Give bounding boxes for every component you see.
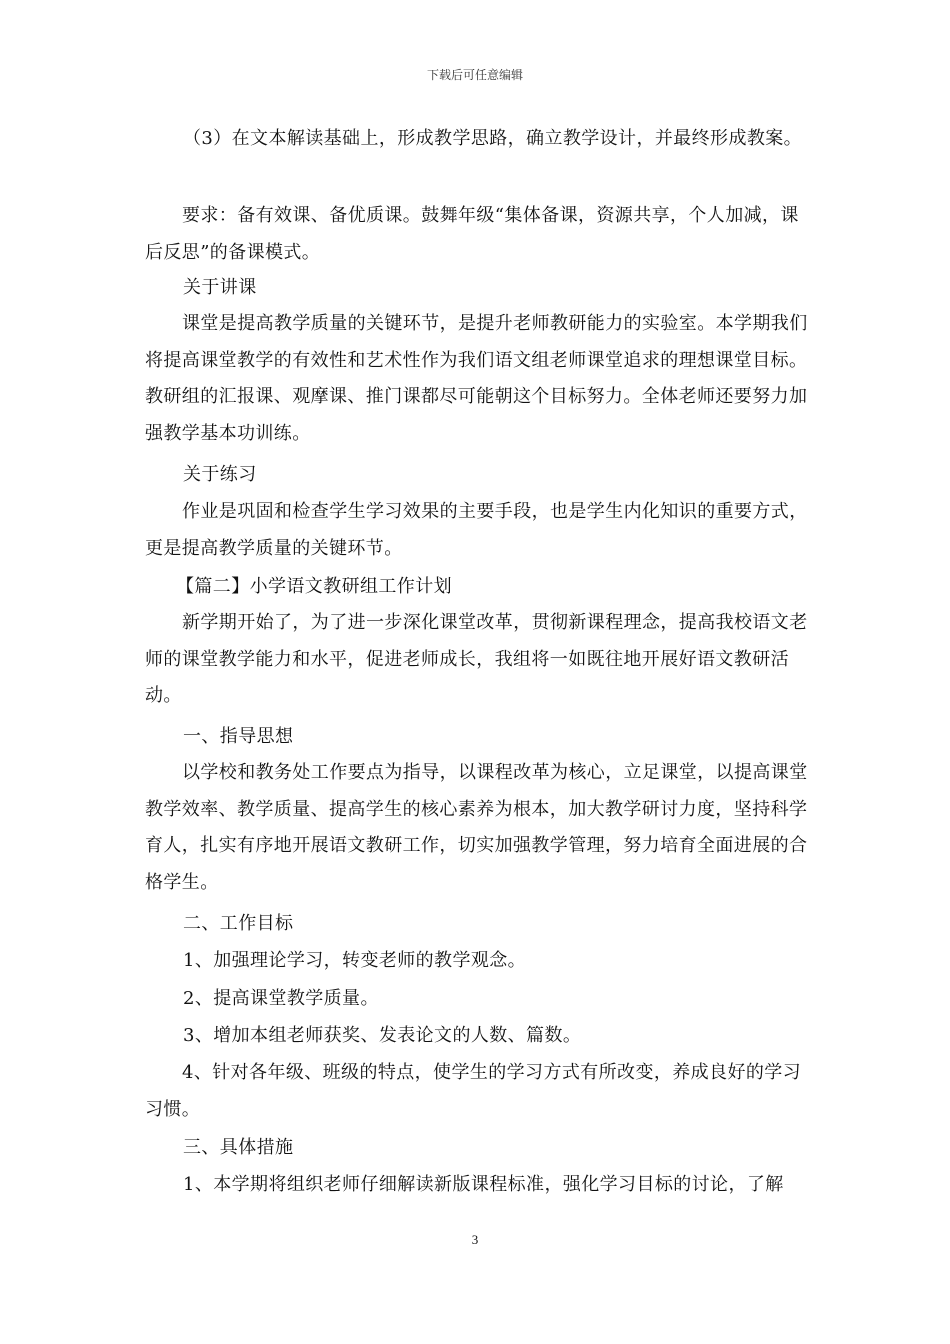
paragraph-lecturing: 课堂是提高教学质量的关键环节，是提升老师教研能力的实验室。本学期我们将提高课堂教学的有效性和艺术性作为我们语文组老师课堂追求的理想课堂目标。教研组的汇报课、观摩课、推门课都尽可能朝这个目标努力。全体老师还要努力加强教学基本功训练。 — [145, 313, 808, 444]
paragraph-practice: 作业是巩固和检查学生学习效果的主要手段，也是学生内化知识的重要方式，更是提高教学质量的关键环节。 — [145, 501, 808, 559]
section-heading-guiding-idea: 一、指导思想 — [183, 726, 294, 747]
goal-item-1: 1、加强理论学习，转变老师的教学观念。 — [183, 950, 527, 971]
article-heading-part-two: 【篇二】小学语文教研组工作计划 — [176, 576, 452, 597]
paragraph-intro: 新学期开始了，为了进一步深化课堂改革，贯彻新课程理念，提高我校语文老师的课堂教学能力和水平，促进老师成长，我组将一如既往地开展好语文教研活动。 — [145, 612, 808, 706]
goal-item-4: 4、针对各年级、班级的特点，使学生的学习方式有所改变，养成良好的学习习惯。 — [145, 1062, 802, 1120]
section-heading-goals: 二、工作目标 — [183, 913, 294, 934]
goal-item-3: 3、增加本组老师获奖、发表论文的人数、篇数。 — [183, 1025, 582, 1046]
page-header: 下载后可任意编辑 — [426, 68, 523, 82]
section-heading-practice: 关于练习 — [183, 464, 257, 485]
paragraph-guiding-idea: 以学校和教务处工作要点为指导，以课程改革为核心，立足课堂，以提高课堂教学效率、教学质量、提高学生的核心素养为根本，加大教学研讨力度，坚持科学育人，扎实有序地开展语文教研工作，切实加强教学管理，努力培育全面进展的合格学生。 — [145, 762, 808, 893]
section-heading-measures: 三、具体措施 — [183, 1137, 294, 1158]
section-heading-lecturing: 关于讲课 — [183, 277, 257, 298]
goal-item-2: 2、提高课堂教学质量。 — [183, 988, 379, 1009]
paragraph-step-3: （3）在文本解读基础上，形成教学思路，确立教学设计，并最终形成教案。 — [183, 128, 803, 149]
measure-item-1: 1、本学期将组织老师仔细解读新版课程标准，强化学习目标的讨论，了解 — [183, 1174, 784, 1195]
paragraph-requirements: 要求：备有效课、备优质课。鼓舞年级“集体备课，资源共享，个人加减，课后反思”的备课模式。 — [145, 205, 799, 263]
page-number: 3 — [471, 1232, 479, 1247]
